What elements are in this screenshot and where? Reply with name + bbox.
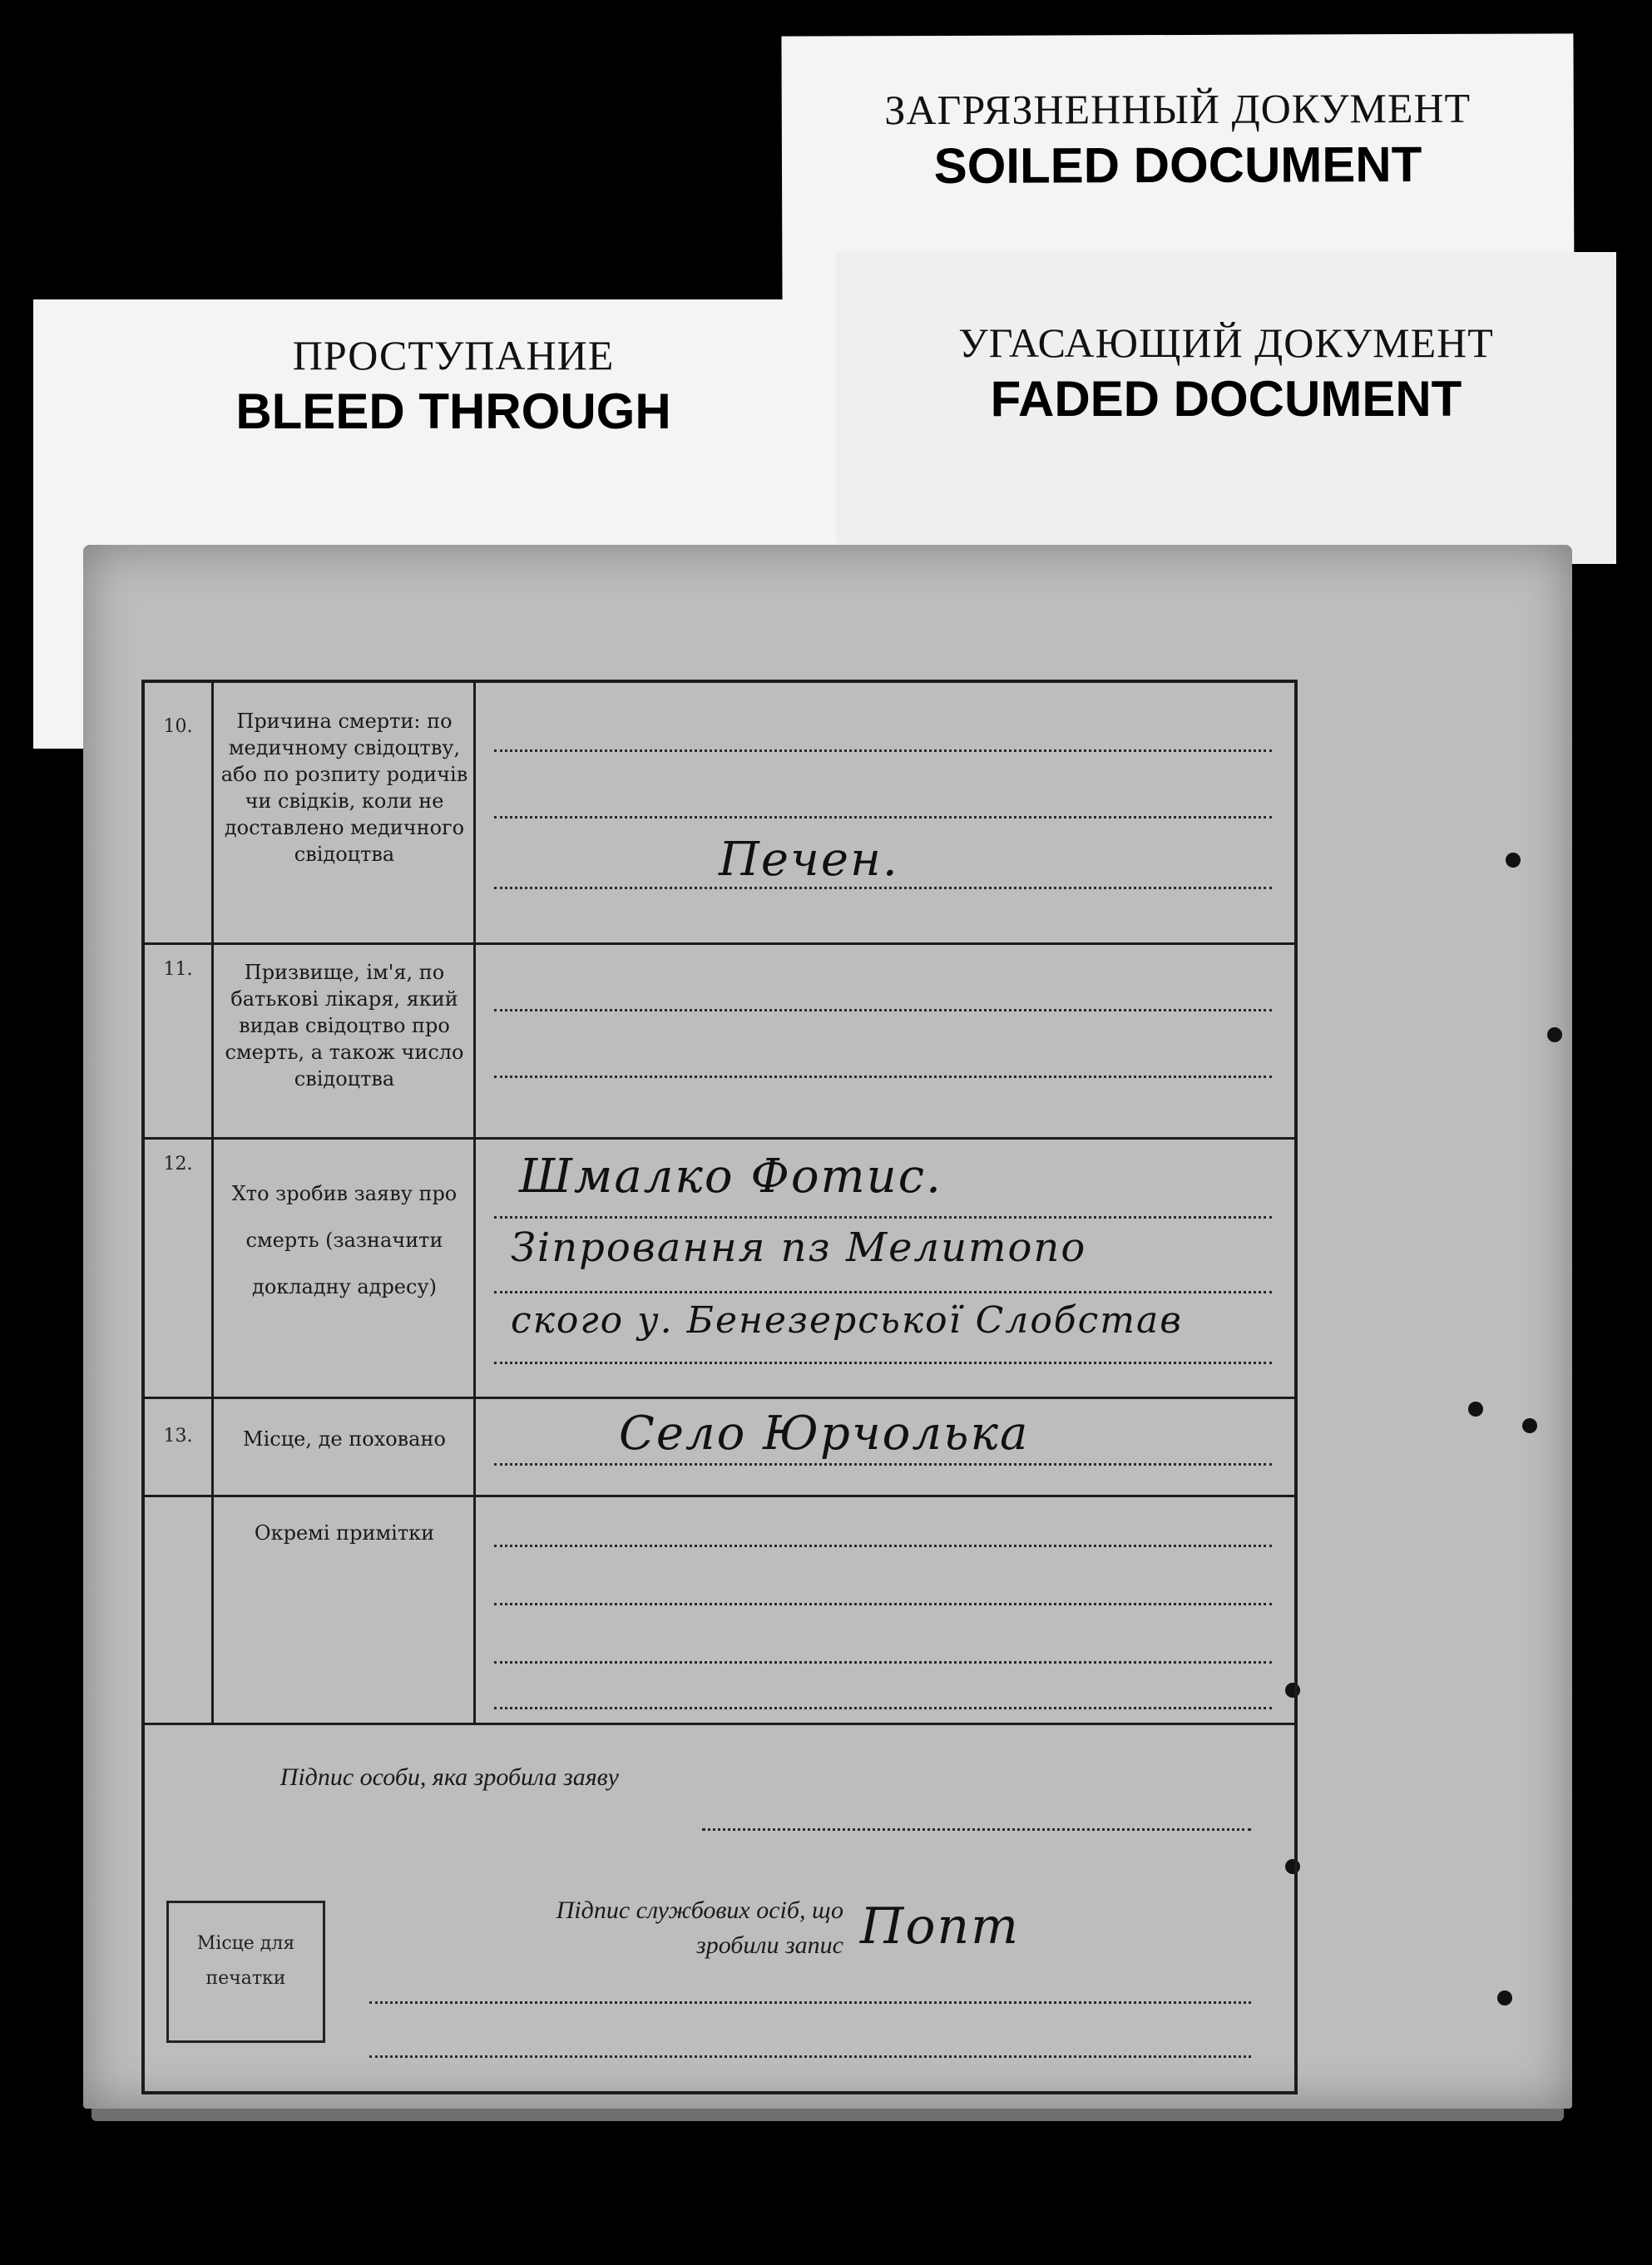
row-number: 11. (163, 959, 193, 980)
handwritten-answer: Печен. (719, 833, 899, 887)
punch-hole (1547, 1027, 1562, 1042)
handwritten-answer-line: ского у. Бенезерської Слобстав (511, 1299, 1183, 1342)
dotted-line (494, 816, 1272, 818)
dotted-line (494, 1545, 1272, 1547)
dotted-line (494, 1707, 1272, 1709)
punch-hole (1522, 1418, 1537, 1433)
document-sheet (83, 545, 1572, 2109)
row-question: Хто зробив заяву про смерть (зазначити докладну адресу) (231, 1182, 458, 1298)
row-question: Призвище, ім'я, по батькові лікаря, який видав свідоцтво про смерть, а також число свідоцтва (225, 961, 464, 1090)
row-question: Окремі примітки (254, 1521, 435, 1545)
dotted-line (494, 1603, 1272, 1605)
form-row-11 (145, 942, 1294, 1140)
row-number: 12. (163, 1154, 193, 1175)
punch-hole (1497, 1991, 1512, 2005)
dotted-line (494, 1076, 1272, 1078)
dotted-line (494, 1463, 1272, 1466)
dotted-line (702, 1828, 1251, 1831)
dotted-line (494, 887, 1272, 889)
soiled-label-ru: ЗАГРЯЗНЕННЫЙ ДОКУМЕНТ (884, 84, 1471, 134)
row-question: Причина смерти: по медичному свідоцтву, або по розпиту родичів чи свідків, коли не доставлено медичного свідоцтва (220, 710, 468, 866)
officials-signature: Попт (860, 1897, 1020, 1956)
row-number: 10. (163, 716, 193, 737)
dotted-line (494, 1216, 1272, 1219)
dotted-line (494, 1009, 1272, 1011)
form-row-notes (145, 1495, 1294, 1725)
soiled-label-en: SOILED DOCUMENT (933, 136, 1422, 195)
dotted-line (494, 749, 1272, 752)
handwritten-answer-line: Зіпровання пз Мелитопо (511, 1224, 1087, 1271)
officials-signature-label: Підпис службових осіб, що зробили запис (556, 1897, 843, 1959)
faded-label-en: FADED DOCUMENT (990, 371, 1462, 427)
dotted-line (494, 1661, 1272, 1664)
stamp-place-box (166, 1901, 325, 2043)
row-question: Місце, де поховано (243, 1427, 446, 1451)
row-number: 13. (163, 1426, 193, 1447)
dotted-line (369, 2055, 1251, 2058)
handwritten-answer-line: Шмалко Фотис. (519, 1150, 942, 1204)
handwritten-answer: Село Юрчолька (619, 1407, 1030, 1461)
dotted-line (494, 1291, 1272, 1293)
bleed-label-en: BLEED THROUGH (235, 383, 671, 439)
form-row-13 (145, 1397, 1294, 1497)
form-row-12 (145, 1137, 1294, 1399)
stamp-place-label: Місце для печатки (196, 1933, 295, 1989)
faded-label-ru: УГАСАЮЩИЙ ДОКУМЕНТ (958, 319, 1494, 366)
faded-document-label (836, 252, 1616, 564)
bleed-label-ru: ПРОСТУПАНИЕ (292, 332, 615, 378)
dotted-line (369, 2001, 1251, 2004)
declarant-signature-label: Підпис особи, яка зробила заяву (279, 1763, 619, 1791)
dotted-line (494, 1362, 1272, 1364)
form-row-10 (145, 683, 1294, 945)
punch-hole (1468, 1402, 1483, 1417)
punch-hole (1506, 853, 1521, 868)
death-record-form (141, 680, 1298, 2094)
